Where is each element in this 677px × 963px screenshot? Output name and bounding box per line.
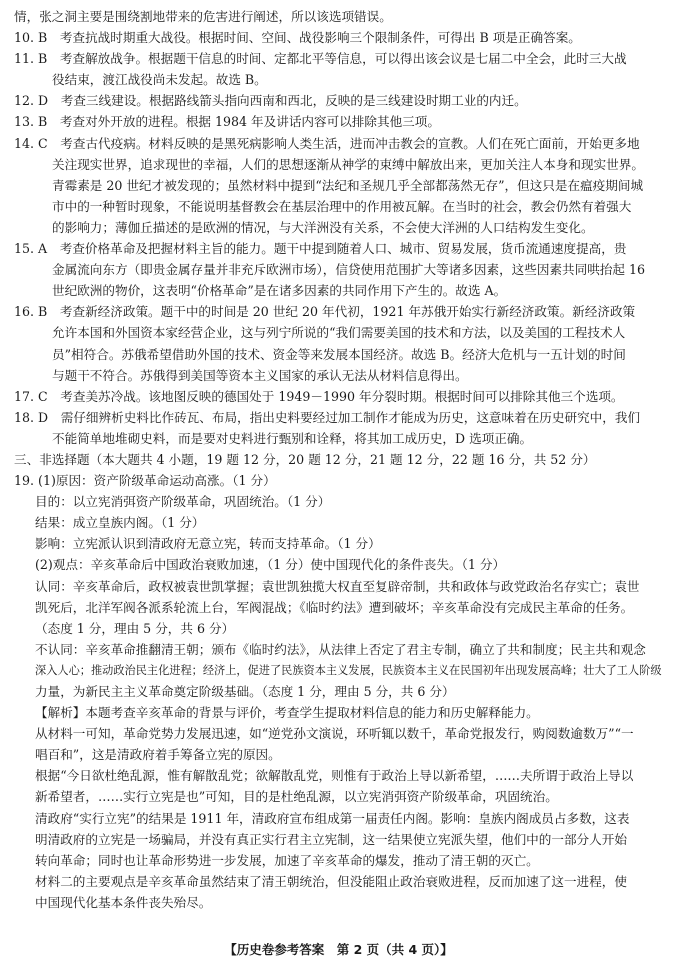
- text-line: 认同：辛亥革命后，政权被袁世凯掌握；袁世凯独揽大权直至复辟帝制，共和政体与政党政治名存实亡；袁世: [35, 578, 640, 594]
- text-line: 唱百和”，这是清政府着手筹备立宪的原因。: [35, 747, 281, 763]
- text-line: 凯死后，北洋军阀各派系轮流上台，军阀混战；《临时约法》遭到破坏；辛亥革命没有完成民主革命的任务。: [35, 599, 634, 615]
- text-line: 目的：以立宪消弭资产阶级革命，巩固统治。（1 分）: [35, 494, 331, 510]
- text-line: 【解析】本题考查辛亥革命的背景与评价，考查学生提取材料信息的能力和历史解释能力。: [35, 705, 539, 721]
- text-line: 影响：立宪派认识到清政府无意立宪，转而支持革命。（1 分）: [35, 536, 381, 552]
- text-line: 与题干不符合。苏俄得到美国等资本主义国家的承认无法从材料信息得出。: [52, 367, 468, 383]
- text-line: 19. (1)原因：资产阶级革命运动高涨。（1 分）: [14, 473, 276, 489]
- text-line: 市中的一种暂时现象，不能说明基督教会在基层治理中的作用被瓦解。在当时的社会，教会仍然有着强大: [52, 198, 632, 214]
- text-line: 17. C 考查美苏冷战。该地图反映的德国处于 1949－1990 年分裂时期。根据时间可以排除其他三个选项。: [14, 388, 624, 404]
- text-line: 结果：成立皇族内阁。（1 分）: [35, 515, 205, 531]
- text-line: 10. B 考查抗战时期重大战役。根据时间、空间、战役影响三个限制条件，可得出 B 项是正确答案。: [14, 30, 581, 46]
- text-line: 12. D 考查三线建设。根据路线箭头指向西南和西北，反映的是三线建设时期工业的内迁。: [14, 93, 527, 109]
- text-line: 允许本国和外国资本家经营企业，这与列宁所说的“我们需要美国的技术和方法，以及美国的工程技术人: [52, 325, 626, 341]
- text-line: 三、非选择题（本大题共 4 小题，19 题 12 分，20 题 12 分，21 题 12 分，22 题 16 分，共 52 分）: [14, 451, 596, 467]
- text-line: 役结束，渡江战役尚未发起。故选 B。: [52, 72, 267, 88]
- text-line: 清政府“实行立宪”的结果是 1911 年，清政府宣布组成第一届责任内阁。影响：皇族内阁成员占多数，这表: [35, 810, 630, 826]
- answer-text-body: [14, 6, 664, 913]
- page-footer: 【历史卷参考答案 第 2 页（共 4 页）】: [224, 942, 453, 957]
- text-line: 转向革命；同时也让革命形势进一步发展，加速了辛亥革命的爆发，推动了清王朝的灭亡。: [35, 852, 539, 868]
- text-line: 明清政府的立宪是一场骗局，并没有真正实行君主立宪制，这一结果使立宪派失望，他们中的一部分人开始: [35, 831, 627, 847]
- text-line: 金属流向东方（即贵金属存量并非充斥欧洲市场），信贷使用范围扩大等诸多因素，这些因素共同哄抬起 16: [52, 262, 646, 278]
- text-line: 力量，为新民主主义革命奠定阶级基础。（态度 1 分，理由 5 分，共 6 分）: [35, 684, 455, 699]
- text-line: 11. B 考查解放战争。根据题干信息的时间、定都北平等信息，可以得出该会议是七届二中全会，此时三大战: [14, 51, 627, 67]
- text-line: 关注现实世界，追求现世的幸福，人们的思想逐渐从神学的束缚中解放出来，更加关注人本身和现实世界。: [52, 156, 644, 172]
- text-line: 从材料一可知，革命党势力发展迅速，如“逆党孙文演说，环听辄以数千，革命党报发行，购阅数逾数万”“一: [35, 726, 634, 742]
- text-line: 员”相符合。苏俄希望借助外国的技术、资金等来发展本国经济。故选 B。经济大危机与一五计划的时间: [52, 346, 626, 362]
- text-line: 中国现代化基本条件丧失殆尽。: [35, 894, 212, 910]
- text-line: (2)观点：辛亥革命后中国政治衰败加速，（1 分）使中国现代化的条件丧失。（1 分）: [35, 557, 506, 573]
- text-line: 新希望者，……实行立宪是也”可知，目的是杜绝乱源，以立宪消弭资产阶级革命，巩固统治。: [35, 789, 558, 805]
- text-line: 15. A 考查价格革命及把握材料主旨的能力。题干中提到随着人口、城市、贸易发展，货币流通速度提高，贵: [14, 241, 627, 257]
- text-line: 18. D 需仔细辨析史料比作砖瓦、布局，指出史料要经过加工制作才能成为历史，这意味着在历史研究中，我们: [14, 409, 641, 425]
- text-line: 14. C 考查古代疫病。材料反映的是黑死病影响人类生活，进而冲击教会的宣教。人们在死亡面前，开始更多地: [14, 135, 640, 151]
- text-line: 不能简单地堆砌史料，而是要对史料进行甄别和诠释，将其加工成历史，D 选项正确。: [52, 430, 533, 446]
- text-line: 青霉素是 20 世纪才被发现的；虽然材料中提到“法纪和圣规几乎全部都荡然无存”，但这只是在瘟疫期间城: [52, 177, 644, 193]
- text-line: 世纪欧洲的物价，这表明“价格革命”是在诸多因素的共同作用下产生的。故选 A。: [52, 283, 507, 299]
- text-line: 13. B 考查对外开放的进程。根据 1984 年及讲话内容可以排除其他三项。: [14, 114, 440, 130]
- text-line: 情，张之洞主要是围绕割地带来的危害进行阐述，所以该选项错误。: [14, 9, 392, 24]
- text-line: 材料二的主要观点是辛亥革命虽然结束了清王朝统治，但没能阻止政治衰败进程，反而加速了这一进程，使: [35, 873, 627, 889]
- text-line: 深入人心；推动政治民主化进程；经济上，促进了民族资本主义发展，民族资本主义在民国初年出现发展高峰；壮大了工人阶级: [35, 663, 662, 677]
- text-line: 根据“今日欲杜绝乱源，惟有解散乱党；欲解散乱党，则惟有于政治上导以新希望，……夫所谓于政治上导以: [35, 768, 634, 784]
- text-line: 16. B 考查新经济政策。题干中的时间是 20 世纪 20 年代初，1921 年苏俄开始实行新经济政策。新经济政策: [14, 304, 636, 320]
- text-line: 的影响力；薄伽丘描述的是欧洲的情况，与大洋洲没有关系，不会使大洋洲的人口结构发生变化。: [52, 219, 594, 235]
- text-line: 不认同：辛亥革命推翻清王朝；颁布《临时约法》，从法律上否定了君主专制，确立了共和制度；民主共和观念: [35, 641, 646, 657]
- text-line: （态度 1 分，理由 5 分，共 6 分）: [35, 620, 235, 636]
